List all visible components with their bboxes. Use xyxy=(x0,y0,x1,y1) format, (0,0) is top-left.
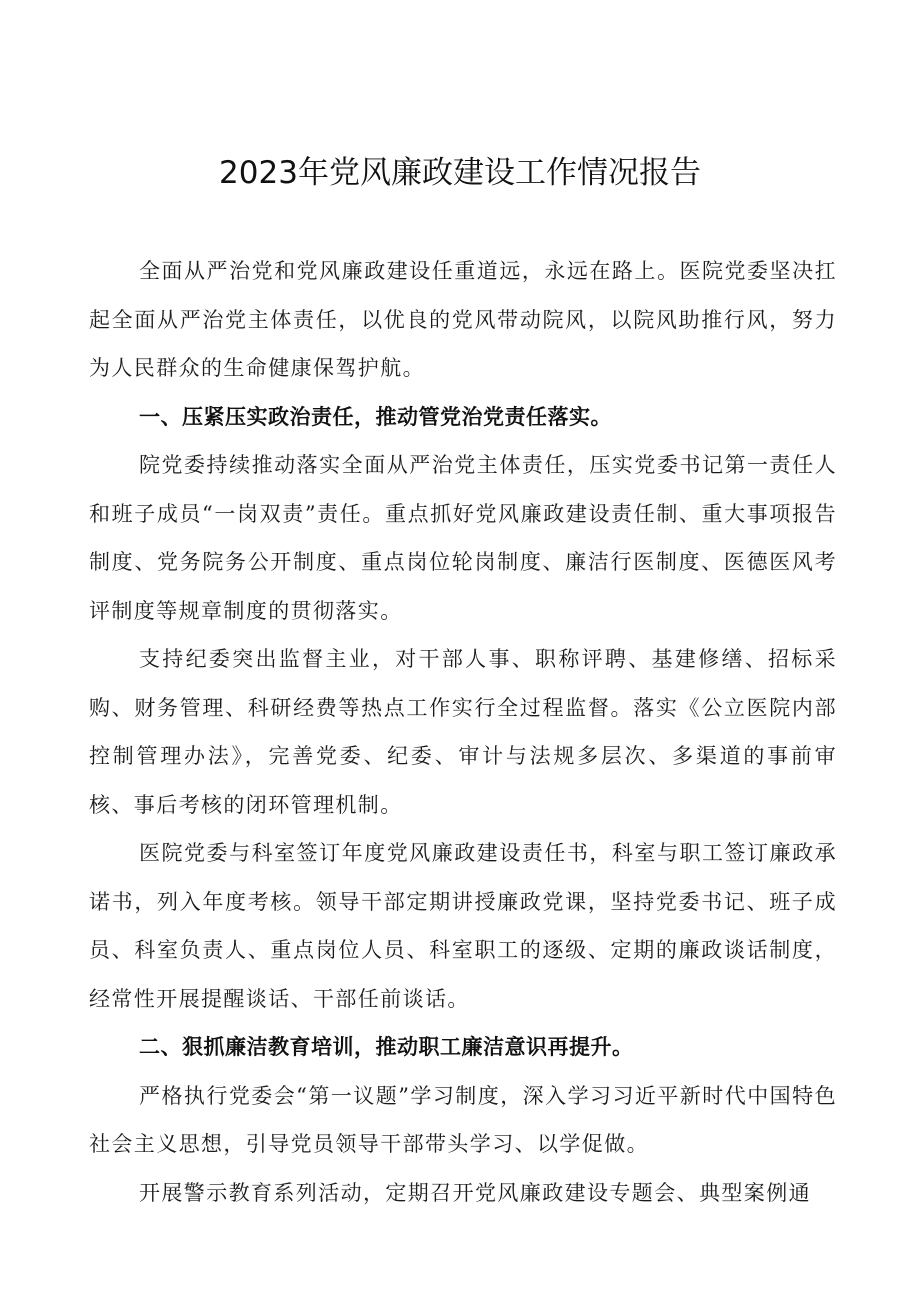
paragraph-intro: 全面从严治党和党风廉政建设任重道远，永远在路上。医院党委坚决扛起全面从严治党主体责任，以优良的党风带动院风，以院风助推行风，努力为人民群众的生命健康保驾护航。 xyxy=(89,259,837,380)
paragraph-commitment: 医院党委与科室签订年度党风廉政建设责任书，科室与职工签订廉政承诺书，列入年度考核。领导干部定期讲授廉政党课，坚持党委书记、班子成员、科室负责人、重点岗位人员、科室职工的逐级、定期的廉政谈话制度，经常性开展提醒谈话、干部任前谈话。 xyxy=(89,841,837,1011)
paragraph-supervision: 支持纪委突出监督主业，对干部人事、职称评聘、基建修缮、招标采购、财务管理、科研经费等热点工作实行全过程监督。落实《公立医院内部控制管理办法》，完善党委、纪委、审计与法规多层次、多渠道的事前审核、事后考核的闭环管理机制。 xyxy=(89,647,837,817)
document-body xyxy=(89,247,837,1217)
section-heading-1: 一、压紧压实政治责任，推动管党治党责任落实。 xyxy=(139,404,612,429)
section-heading-2: 二、狠抓廉洁教育培训，推动职工廉洁意识再提升。 xyxy=(139,1035,634,1059)
paragraph-warning-education: 开展警示教育系列活动，定期召开党风廉政建设专题会、典型案例通 xyxy=(139,1180,811,1205)
document-title: 2023年党风廉政建设工作情况报告 xyxy=(219,155,701,191)
paragraph-responsibility: 院党委持续推动落实全面从严治党主体责任，压实党委书记第一责任人和班子成员“一岗双责”责任。重点抓好党风廉政建设责任制、重大事项报告制度、党务院务公开制度、重点岗位轮岗制度、廉洁行医制度、医德医风考评制度等规章制度的贯彻落实。 xyxy=(89,453,837,623)
paragraph-study: 严格执行党委会“第一议题”学习制度，深入学习习近平新时代中国特色社会主义思想，引导党员领导干部带头学习、以学促做。 xyxy=(89,1083,837,1156)
